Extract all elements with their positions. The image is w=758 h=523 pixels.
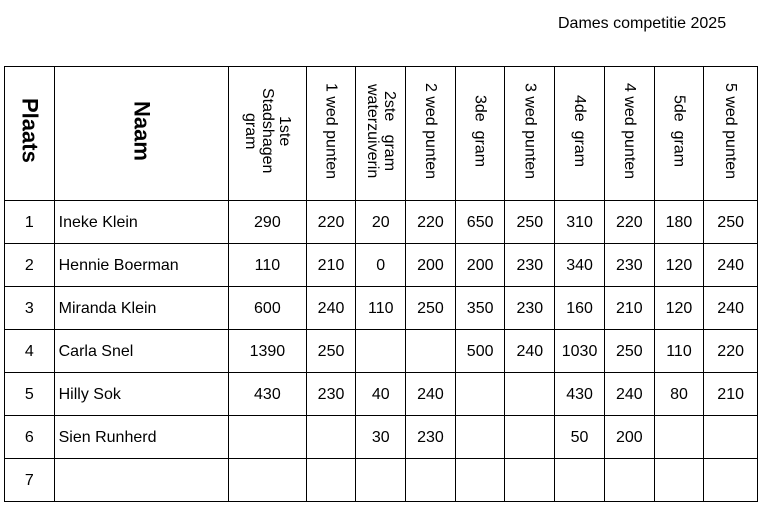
- score-cell: 230: [306, 373, 356, 416]
- table-row: [5, 373, 758, 416]
- score-cell: 310: [555, 201, 605, 244]
- header-3de-gram: 3de gram: [455, 67, 505, 201]
- name-cell: Miranda Klein: [54, 287, 228, 330]
- place-cell: 3: [5, 287, 55, 330]
- score-cell: [505, 459, 555, 502]
- score-cell: [229, 416, 307, 459]
- score-cell: [505, 373, 555, 416]
- score-cell: 340: [555, 244, 605, 287]
- score-cell: 210: [306, 244, 356, 287]
- name-cell: Hennie Boerman: [54, 244, 228, 287]
- table-row: [5, 201, 758, 244]
- table-row: [5, 416, 758, 459]
- score-cell: 160: [555, 287, 605, 330]
- score-cell: [406, 459, 456, 502]
- place-cell: 6: [5, 416, 55, 459]
- score-cell: 240: [704, 287, 758, 330]
- score-cell: 240: [505, 330, 555, 373]
- score-cell: [229, 459, 307, 502]
- name-cell: Sien Runherd: [54, 416, 228, 459]
- score-cell: 1030: [555, 330, 605, 373]
- score-cell: 110: [654, 330, 704, 373]
- header-plaats: Plaats: [5, 67, 55, 201]
- score-cell: 110: [356, 287, 406, 330]
- place-cell: 5: [5, 373, 55, 416]
- score-cell: [654, 459, 704, 502]
- score-cell: [555, 459, 605, 502]
- score-cell: [704, 459, 758, 502]
- score-cell: 40: [356, 373, 406, 416]
- score-cell: 220: [604, 201, 654, 244]
- header-4-wed-punten: 4 wed punten: [604, 67, 654, 201]
- score-cell: 250: [604, 330, 654, 373]
- score-cell: 210: [704, 373, 758, 416]
- score-cell: [356, 459, 406, 502]
- score-cell: 430: [555, 373, 605, 416]
- table-row: [5, 244, 758, 287]
- score-cell: 650: [455, 201, 505, 244]
- score-cell: 290: [229, 201, 307, 244]
- score-cell: 30: [356, 416, 406, 459]
- score-cell: 350: [455, 287, 505, 330]
- score-cell: 240: [604, 373, 654, 416]
- score-cell: 240: [704, 244, 758, 287]
- score-cell: 220: [406, 201, 456, 244]
- place-cell: 7: [5, 459, 55, 502]
- table-row: [5, 287, 758, 330]
- score-cell: 250: [406, 287, 456, 330]
- score-cell: [604, 459, 654, 502]
- name-cell: Hilly Sok: [54, 373, 228, 416]
- name-cell: Ineke Klein: [54, 201, 228, 244]
- table-row: [5, 330, 758, 373]
- score-cell: [356, 330, 406, 373]
- score-cell: 200: [455, 244, 505, 287]
- score-cell: 230: [406, 416, 456, 459]
- header-row: [5, 67, 758, 201]
- place-cell: 2: [5, 244, 55, 287]
- name-cell: [54, 459, 228, 502]
- score-cell: [306, 459, 356, 502]
- score-cell: 220: [306, 201, 356, 244]
- score-cell: 120: [654, 287, 704, 330]
- score-cell: 210: [604, 287, 654, 330]
- score-cell: 50: [555, 416, 605, 459]
- header-5-wed-punten: 5 wed punten: [704, 67, 758, 201]
- score-cell: 220: [704, 330, 758, 373]
- score-cell: [704, 416, 758, 459]
- results-table: [4, 66, 758, 502]
- competition-title: Dames competitie 2025: [558, 15, 727, 32]
- score-cell: 600: [229, 287, 307, 330]
- score-cell: 200: [604, 416, 654, 459]
- score-cell: 80: [654, 373, 704, 416]
- score-cell: 0: [356, 244, 406, 287]
- header-3-wed-punten: 3 wed punten: [505, 67, 555, 201]
- score-cell: 240: [306, 287, 356, 330]
- header-2-wed-punten: 2 wed punten: [406, 67, 456, 201]
- score-cell: [455, 416, 505, 459]
- header-naam: Naam: [54, 67, 228, 201]
- table-row: [5, 459, 758, 502]
- score-cell: 250: [704, 201, 758, 244]
- score-cell: [654, 416, 704, 459]
- header-1-wed-punten: 1 wed punten: [306, 67, 356, 201]
- score-cell: 230: [505, 287, 555, 330]
- score-cell: 180: [654, 201, 704, 244]
- header-1ste-gram: 1ste Stadshagen gram: [229, 67, 307, 201]
- score-cell: 430: [229, 373, 307, 416]
- score-cell: 500: [455, 330, 505, 373]
- score-cell: [406, 330, 456, 373]
- place-cell: 1: [5, 201, 55, 244]
- score-cell: 1390: [229, 330, 307, 373]
- place-cell: 4: [5, 330, 55, 373]
- score-cell: 230: [505, 244, 555, 287]
- header-5de-gram: 5de gram: [654, 67, 704, 201]
- score-cell: [455, 459, 505, 502]
- score-cell: 20: [356, 201, 406, 244]
- score-cell: [505, 416, 555, 459]
- score-cell: [455, 373, 505, 416]
- score-cell: 250: [306, 330, 356, 373]
- score-cell: 120: [654, 244, 704, 287]
- score-cell: 230: [604, 244, 654, 287]
- score-cell: 240: [406, 373, 456, 416]
- header-4de-gram: 4de gram: [555, 67, 605, 201]
- score-cell: 250: [505, 201, 555, 244]
- score-cell: [306, 416, 356, 459]
- score-cell: 200: [406, 244, 456, 287]
- score-cell: 110: [229, 244, 307, 287]
- name-cell: Carla Snel: [54, 330, 228, 373]
- header-2ste-gram: 2ste gram waterzuiverin: [356, 67, 406, 201]
